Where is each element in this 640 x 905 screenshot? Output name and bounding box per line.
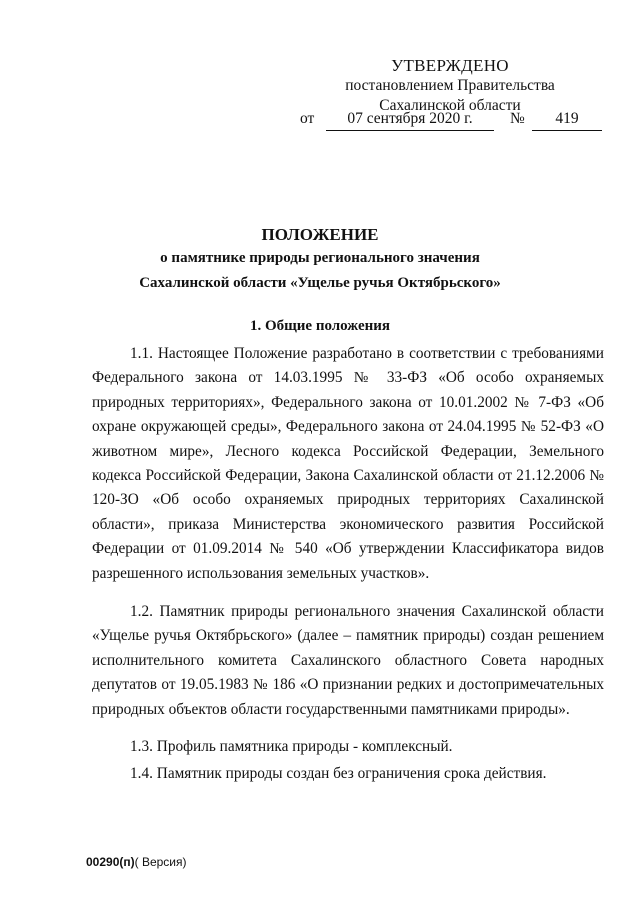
document-title: ПОЛОЖЕНИЕ <box>261 225 379 244</box>
paragraph-text: 1.2. Памятник природы регионального значения Сахалинской области «Ущелье ручья Октябрьского» (далее – памятник природы) создан решением исполнительного комитета Сахалинского областного Совета народных депутатов от 19.05.1983 № 186 «О признании редких и достопримечательных природных объектов области государственными памятниками природы». <box>92 603 604 718</box>
section-heading: 1. Общие положения <box>249 318 391 334</box>
paragraph-text: 1.3. Профиль памятника природы - комплексный. <box>130 738 453 755</box>
approval-date: 07 сентября 2020 г. <box>326 109 494 131</box>
approval-region: Сахалинской области <box>379 97 521 114</box>
approval-title: УТВЕРЖДЕНО <box>391 56 509 75</box>
paragraph-text: 1.4. Памятник природы создан без ограничения срока действия. <box>130 765 547 782</box>
footer-note <box>86 855 187 869</box>
paragraph-text: 1.1. Настоящее Положение разработано в соответствии с требованиями Федерального закона от 14.03.1995 № 33-ФЗ «Об особо охраняемых природных территориях», Федерального закона от 10.01.2002 № 7-ФЗ «Об охране окружающей среды», Федерального закона от 24.04.1995 № 52-ФЗ «О животном мире», Лесного кодекса Российской Федерации, Земельного кодекса Российской Федерации, Закона Сахалинской области от 21.12.2006 № 120-ЗО «Об особо охраняемых природных территориях Сахалинской области», приказа Министерства экономического развития Российской Федерации от 01.09.2014 № 540 «Об утверждении Классификатора видов разрешенного использования земельных участков». <box>92 345 604 582</box>
approval-issuer: постановлением Правительства <box>345 77 555 94</box>
paragraph-1-3 <box>92 735 604 759</box>
approval-number: 419 <box>532 109 602 131</box>
from-label: от <box>300 110 315 127</box>
document-subtitle-2: Сахалинской области «Ущелье ручья Октябрьского» <box>139 275 501 291</box>
paragraph-1-1 <box>92 342 604 586</box>
paragraph-1-4 <box>92 762 604 786</box>
document-version: ( Версия) <box>134 855 187 869</box>
document-code: 00290(п) <box>86 855 135 869</box>
approval-block <box>330 56 570 116</box>
number-label: № <box>510 110 525 127</box>
paragraph-1-2 <box>92 600 604 722</box>
document-subtitle-1: о памятнике природы регионального значения <box>160 250 480 266</box>
